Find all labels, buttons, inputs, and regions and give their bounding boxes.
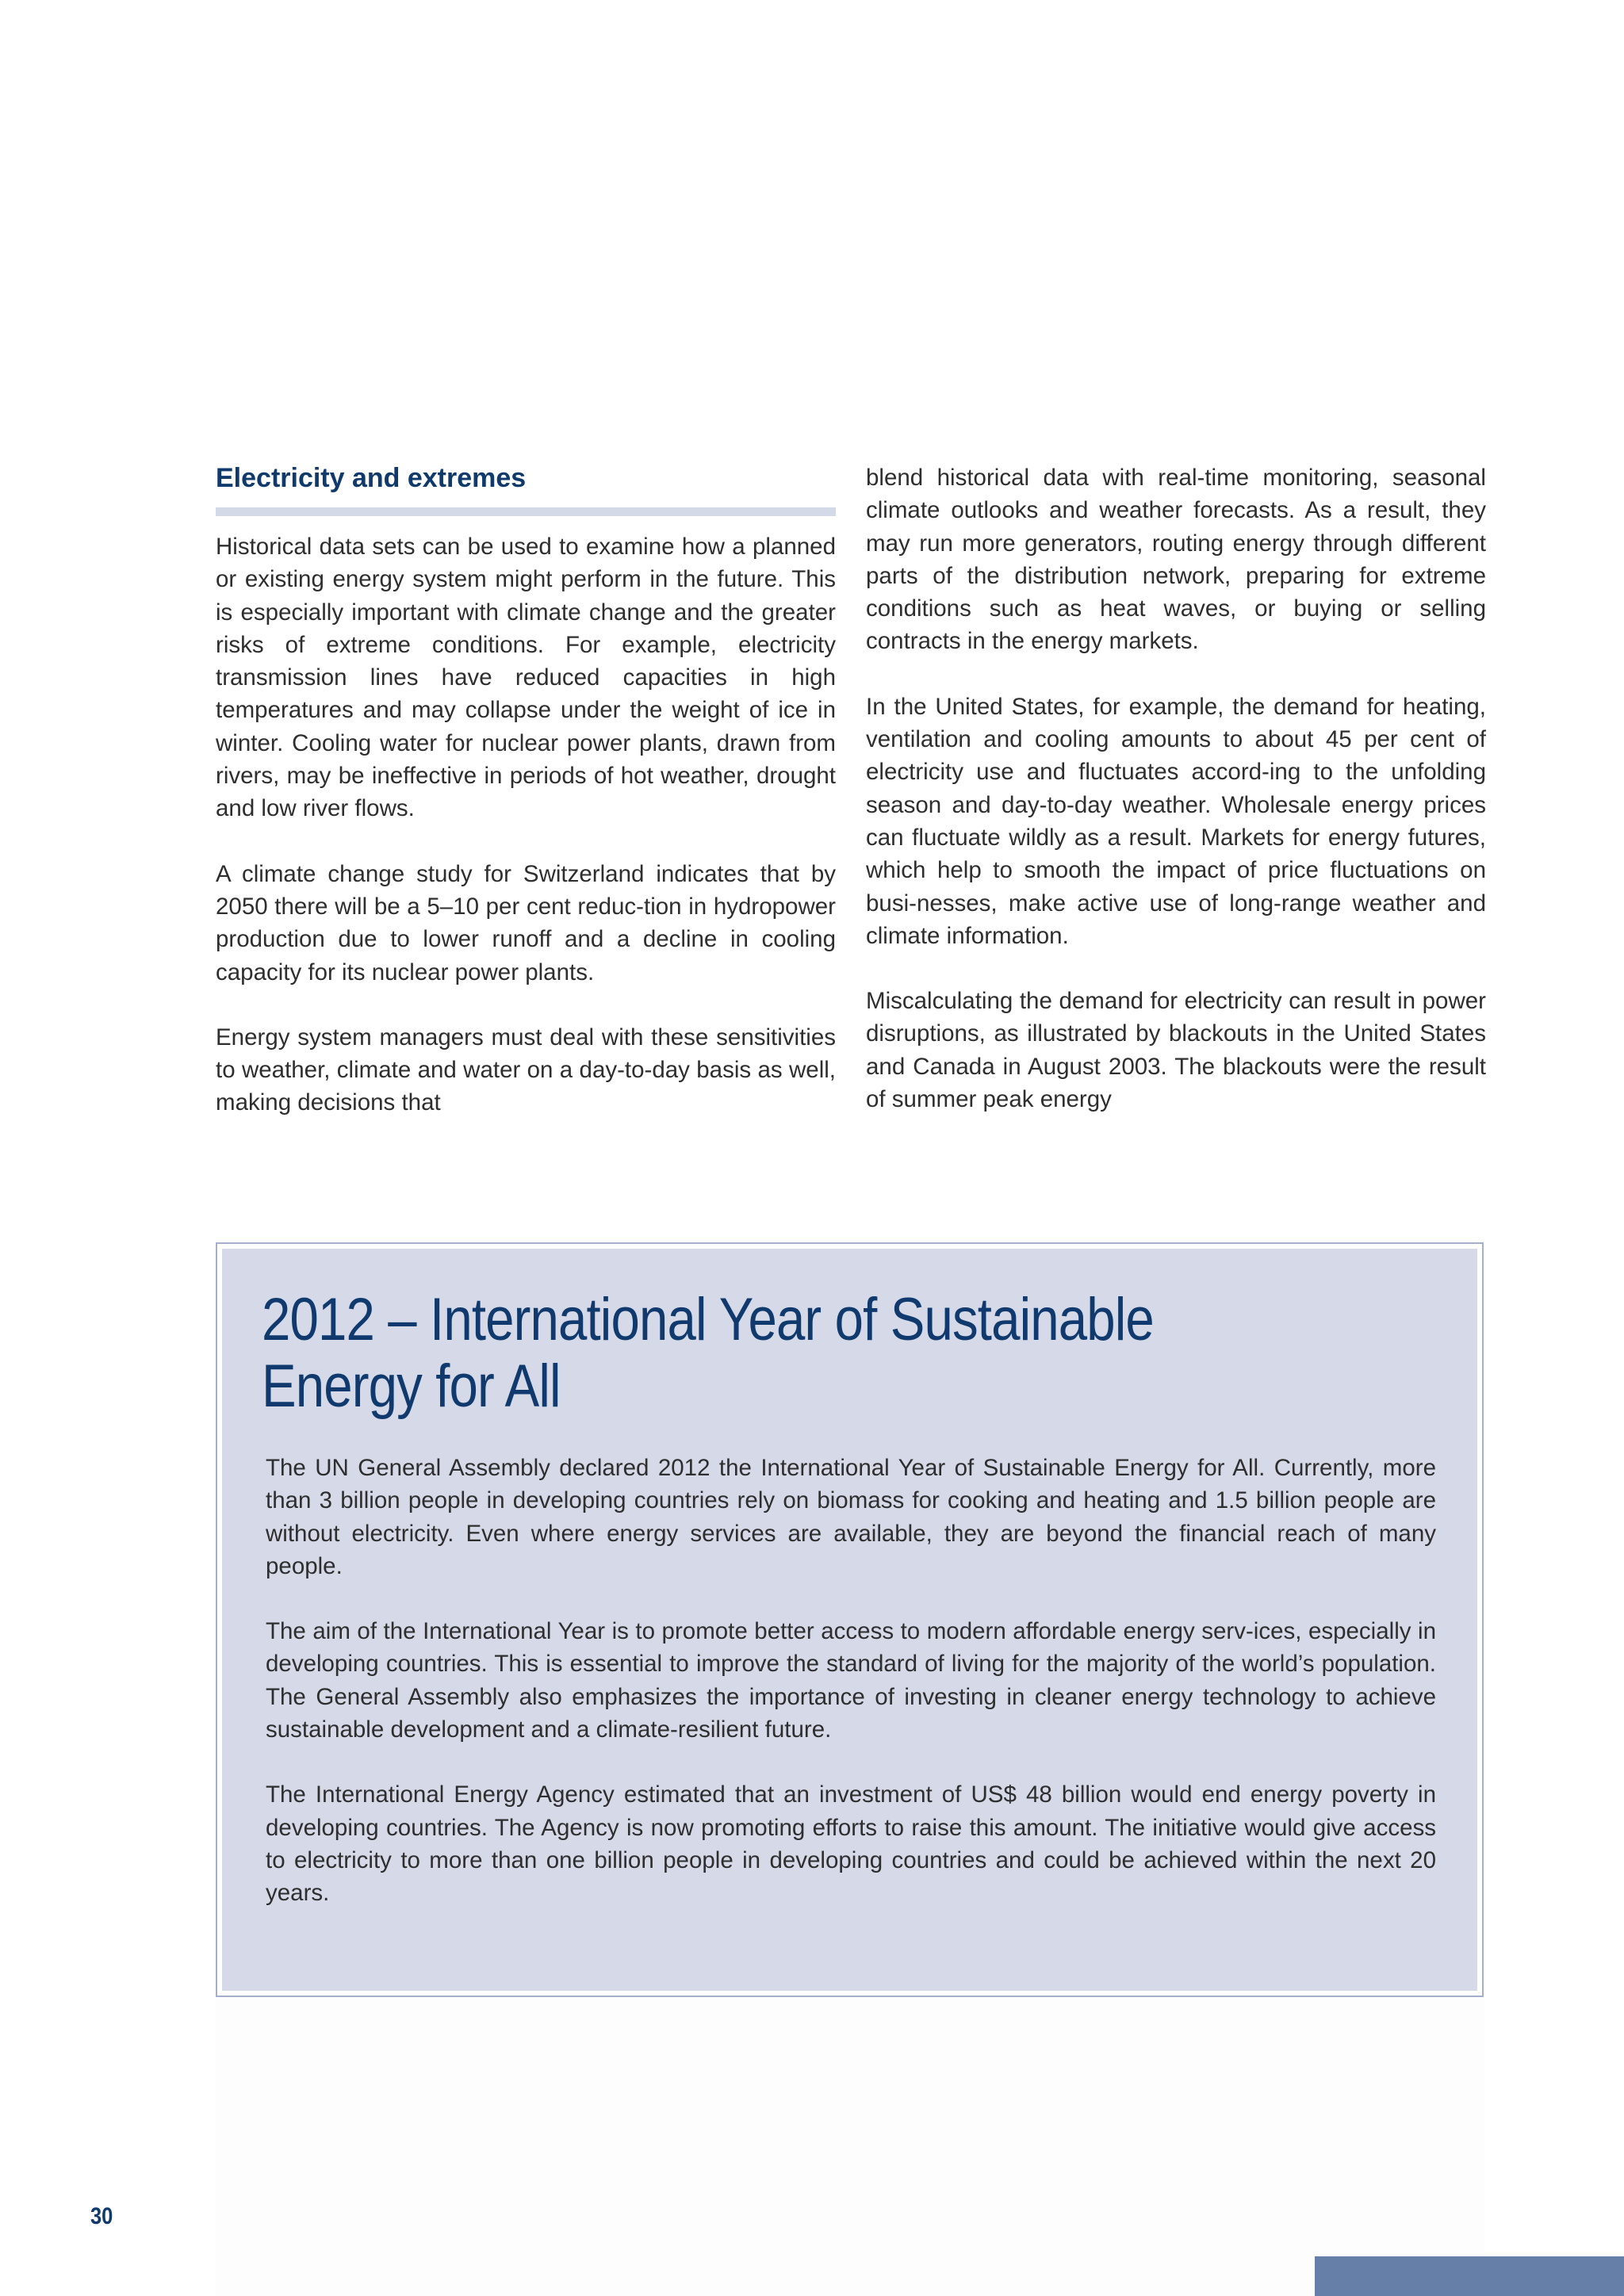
right-column [866,461,1486,1115]
right-paragraph-3: Miscalculating the demand for electricity can result in power disruptions, as illustrated by blackouts in the United States and Canada in August 2003. The blackouts were the result of summer peak energy [866,988,1486,1113]
box-title-line-2: Energy for All [262,1353,561,1420]
box-paragraph-2: The aim of the International Year is to promote better access to modern affordable energy serv-ices, especially in developing countries. This is essential to improve the standard of living for the majority of the world’s population. The General Assembly also emphasizes the importance of investing in cleaner energy technology to achieve sustainable development and a climate-resilient future. [266,1618,1436,1743]
left-paragraph-2: A climate change study for Switzerland indicates that by 2050 there will be a 5–10 per cent reduc-tion in hydropower production due to lower runoff and a decline in cooling capacity for its nuclear power plants. [216,860,836,985]
lower-panel-background [216,1998,1484,2296]
right-paragraph-1: blend historical data with real-time monitoring, seasonal climate outlooks and weather forecasts. As a result, they may run more generators, routing energy through different parts of the distribution network, preparing for extreme conditions such as heat waves, or buying or selling contracts in the energy markets. [866,465,1486,655]
heading-rule [216,507,836,516]
page-number: 30 [90,2203,113,2229]
box-title-line-1: 2012 – International Year of Sustainable [262,1286,1154,1353]
section-heading: Electricity and extremes [216,463,527,493]
left-column [216,461,836,1119]
left-paragraph-1: Historical data sets can be used to examine how a planned or existing energy system might perform in the future. This is especially important with climate change and the greater risks of extreme conditions. For example, electricity transmission lines have reduced capacities in high temperatures and may collapse under the weight of ice in winter. Cooling water for nuclear power plants, drawn from rivers, may be ineffective in periods of hot weather, drought and low river flows. [216,534,836,822]
left-paragraph-3: Energy system managers must deal with these sensitivities to weather, climate and water on a day-to-day basis as well, making decisions that [216,1024,836,1116]
sidebar-box-background [222,1249,1477,1991]
box-paragraph-1: The UN General Assembly declared 2012 the International Year of Sustainable Energy for All. Currently, more than 3 billion people in developing countries rely on biomass for cooking and heating and 1.5 billion people are without electricity. Even where energy services are available, they are beyond the financial reach of many people. [266,1455,1436,1579]
two-column-text [216,461,1485,1191]
box-paragraph-3: The International Energy Agency estimated that an investment of US$ 48 billion would end energy poverty in developing countries. The Agency is now promoting efforts to raise this amount. The initiative would give access to electricity to more than one billion people in developing countries and could be achieved within the next 20 years. [266,1781,1436,1907]
box-body [266,1452,1436,1910]
sidebar-box [216,1242,1484,1997]
corner-bar [1315,2256,1624,2296]
box-title [262,1287,1216,1420]
right-paragraph-2: In the United States, for example, the demand for heating, ventilation and cooling amounts to about 45 per cent of electricity use and fluctuates accord-ing to the unfolding season and day-to-day weather. Wholesale energy prices can fluctuate wildly as a result. Markets for energy futures, which help to smooth the impact of price fluctuations on busi-nesses, make active use of long-range weather and climate information. [866,693,1486,949]
